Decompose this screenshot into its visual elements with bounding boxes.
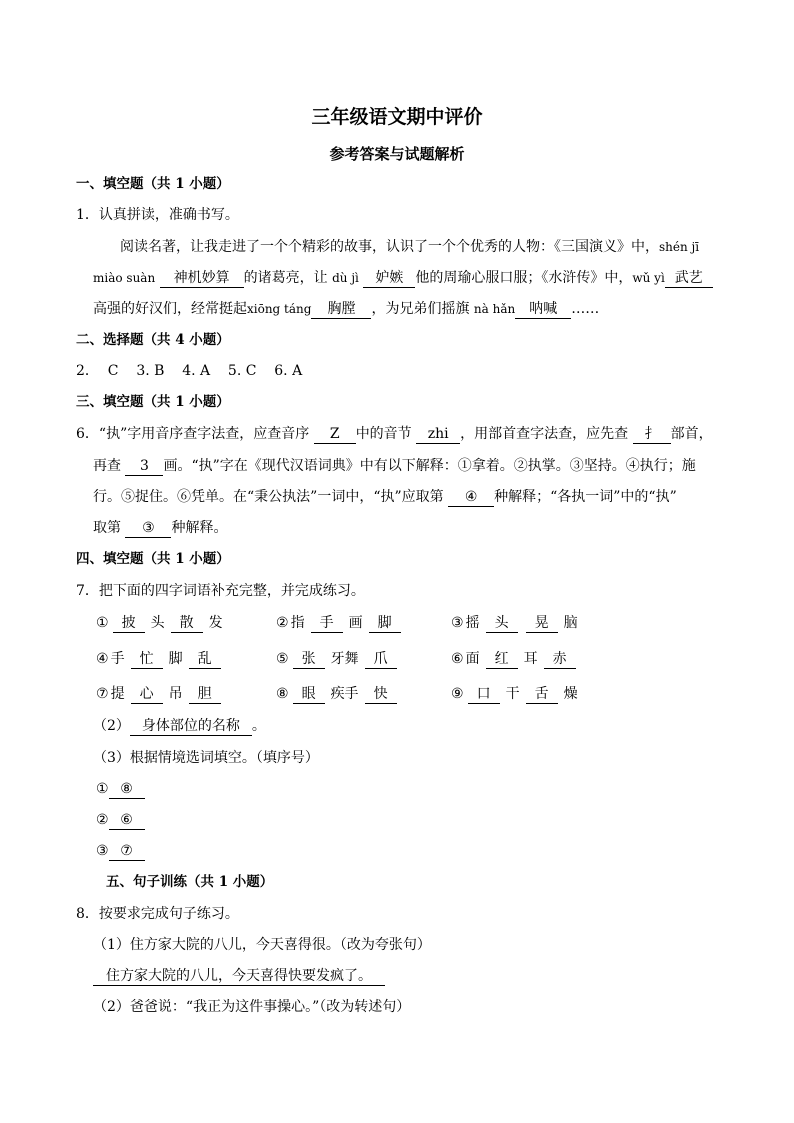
idiom-answer-char: 快 <box>365 686 397 704</box>
q1-answer-2: 妒嫉 <box>363 270 415 288</box>
idiom-r3-1 <box>96 684 225 704</box>
q6-answer-2: zhi <box>416 426 460 444</box>
idiom-given-char: 牙舞 <box>330 651 359 667</box>
fill-answer-1: ⑧ <box>109 781 145 799</box>
q8-answer-1: 住方家大院的八儿，今天喜得快要发疯了。 <box>93 968 385 986</box>
idiom-number: ② <box>276 615 289 631</box>
idiom-number: ③ <box>451 615 464 631</box>
idiom-given-char: 脑 <box>563 615 578 631</box>
idiom-r2-1 <box>96 649 225 669</box>
q6-text-2b: 画。“执”字在《现代汉语词典》中有以下解释：①拿着。②执掌。③坚持。④执行；施 <box>163 458 696 474</box>
idiom-given-char: 摇 <box>465 615 480 631</box>
q6-answer-3: 扌 <box>633 426 671 444</box>
question-6-line-1 <box>76 424 713 444</box>
idiom-answer-char: 舌 <box>526 686 558 704</box>
idiom-number: ④ <box>96 651 109 667</box>
idiom-given-char: 提 <box>110 686 125 702</box>
q6-text-1a: 6．“执”字用音序查字法查，应查音序 <box>76 426 310 442</box>
q7-part2-end: 。 <box>251 718 266 734</box>
q1-text-3: 他的周瑜心服口服；《水浒传》中， <box>415 270 633 286</box>
fill-row-2 <box>96 810 145 830</box>
idiom-number: ⑧ <box>276 686 289 702</box>
idiom-answer-char: 心 <box>131 686 163 704</box>
idiom-given-char: 吊 <box>168 686 183 702</box>
question-8-part-2: （2）爸爸说：“我正为这件事操心。”（改为转述句） <box>93 999 411 1015</box>
idiom-answer-char: 红 <box>486 651 518 669</box>
idiom-given-char: 面 <box>465 651 480 667</box>
fill-number-3: ③ <box>96 843 109 859</box>
q1-answer-3: 武艺 <box>665 270 713 288</box>
idiom-given-char: 耳 <box>523 651 538 667</box>
q6-text-4b: 种解释。 <box>171 520 228 536</box>
section-heading-1: 一、填空题（共 1 小题） <box>76 176 230 192</box>
question-6-line-4 <box>93 518 227 538</box>
q6-text-1c: ，用部首查字法查，应先查 <box>460 426 629 442</box>
idiom-r2-2 <box>276 649 401 669</box>
question-6-line-3 <box>93 487 677 507</box>
idiom-answer-char: 忙 <box>131 651 163 669</box>
q6-answer-5: ④ <box>448 489 494 507</box>
question-6-line-2 <box>93 456 696 476</box>
q6-text-3b: 种解释；“各执一词”中的“执” <box>494 489 677 505</box>
question-7-part-3: （3）根据情境选词填空。（填序号） <box>93 750 319 766</box>
q1-pinyin-2: dù jì <box>332 271 359 285</box>
idiom-number: ⑤ <box>276 651 289 667</box>
question-1-line-3 <box>93 299 599 319</box>
question-2-6-answers: 2． C 3. B 4. A 5. C 6. A <box>76 363 303 379</box>
question-1-stem: 1．认真拼读，准确书写。 <box>76 207 239 223</box>
idiom-given-char: 燥 <box>563 686 578 702</box>
section-heading-5: 五、句子训练（共 1 小题） <box>106 874 274 890</box>
idiom-given-char: 脚 <box>168 651 183 667</box>
q6-text-4a: 取第 <box>93 520 121 536</box>
q1-pinyin-3: wǔ yì <box>632 271 665 285</box>
q6-text-1d: 部首， <box>670 426 713 442</box>
idiom-answer-char: 胆 <box>189 686 221 704</box>
section-heading-4: 四、填空题（共 1 小题） <box>76 551 230 567</box>
q7-part2-answer: 身体部位的名称 <box>130 718 252 736</box>
idiom-r2-3 <box>451 649 580 669</box>
q6-text-2a: 再查 <box>93 458 121 474</box>
idiom-answer-char: 手 <box>311 615 343 633</box>
fill-row-1 <box>96 779 145 799</box>
idiom-r1-1 <box>96 613 225 633</box>
fill-number-2: ② <box>96 812 109 828</box>
q6-text-1b: 中的音节 <box>355 426 412 442</box>
q6-answer-6: ③ <box>125 520 171 538</box>
question-8-part-1: （1）住方家大院的八儿，今天喜得很。（改为夸张句） <box>93 937 431 953</box>
idiom-r3-2 <box>276 684 401 704</box>
q1-text-2: 的诸葛亮，让 <box>243 270 328 286</box>
fill-answer-2: ⑥ <box>109 812 145 830</box>
fill-answer-3: ⑦ <box>109 843 145 861</box>
idiom-answer-char: 张 <box>293 651 325 669</box>
fill-row-3 <box>96 841 145 861</box>
q6-text-3a: 行。⑤捉住。⑥凭单。在“秉公执法”一词中，“执”应取第 <box>93 489 444 505</box>
idiom-given-char: 头 <box>150 615 165 631</box>
fill-number-1: ① <box>96 781 109 797</box>
question-7-part-2 <box>93 716 266 736</box>
idiom-given-char: 干 <box>505 686 520 702</box>
q1-answer-4: 胸膛 <box>311 301 371 319</box>
idiom-given-char: 疾手 <box>330 686 359 702</box>
q1-text-5: ，为兄弟们摇旗 <box>371 301 470 317</box>
q1-pinyin-4: xiōng táng <box>247 302 312 316</box>
page-subtitle: 参考答案与试题解析 <box>329 145 465 163</box>
idiom-answer-char: 头 <box>486 615 518 633</box>
idiom-answer-char: 晃 <box>526 615 558 633</box>
q1-answer-1: 神机妙算 <box>160 270 244 288</box>
q6-answer-1: Z <box>314 426 356 444</box>
question-7-stem: 7．把下面的四字词语补充完整，并完成练习。 <box>76 583 365 599</box>
q1-pinyin-1b: miào suàn <box>93 271 156 285</box>
idiom-answer-char: 脚 <box>369 615 401 633</box>
idiom-number: ⑥ <box>451 651 464 667</box>
idiom-given-char: 画 <box>348 615 363 631</box>
question-1-line-1 <box>120 237 699 257</box>
idiom-answer-char: 赤 <box>544 651 576 669</box>
q1-answer-5: 呐喊 <box>515 301 571 319</box>
q7-part2-label: （2） <box>93 718 130 734</box>
q1-text-4: 高强的好汉们，经常挺起 <box>93 301 247 317</box>
idiom-number: ⑨ <box>451 686 464 702</box>
idiom-r3-3 <box>451 684 580 704</box>
q6-answer-4: 3 <box>125 458 163 476</box>
page-title: 三年级语文期中评价 <box>311 106 483 128</box>
section-heading-3: 三、填空题（共 1 小题） <box>76 394 230 410</box>
idiom-answer-char: 乱 <box>189 651 221 669</box>
idiom-answer-char: 披 <box>113 615 145 633</box>
idiom-r1-3 <box>451 613 580 633</box>
q1-pinyin-5: nà hǎn <box>473 302 516 316</box>
section-heading-2: 二、选择题（共 4 小题） <box>76 332 230 348</box>
q1-pinyin-1a: shén jī <box>659 240 700 254</box>
idiom-given-char: 指 <box>290 615 305 631</box>
idiom-number: ⑦ <box>96 686 109 702</box>
idiom-answer-char: 爪 <box>365 651 397 669</box>
idiom-answer-char: 口 <box>468 686 500 704</box>
q1-text-6: …… <box>571 301 600 317</box>
idiom-answer-char: 散 <box>171 615 203 633</box>
question-8-answer-1-line <box>93 966 385 986</box>
idiom-number: ① <box>96 615 109 631</box>
q1-text-1: 阅读名著，让我走进了一个个精彩的故事，认识了一个个优秀的人物：《三国演义》中， <box>120 239 659 255</box>
idiom-r1-2 <box>276 613 405 633</box>
idiom-given-char: 手 <box>110 651 125 667</box>
question-1-line-2 <box>93 268 713 288</box>
idiom-answer-char: 眼 <box>293 686 325 704</box>
idiom-given-char: 发 <box>208 615 223 631</box>
question-8-stem: 8．按要求完成句子练习。 <box>76 906 239 922</box>
